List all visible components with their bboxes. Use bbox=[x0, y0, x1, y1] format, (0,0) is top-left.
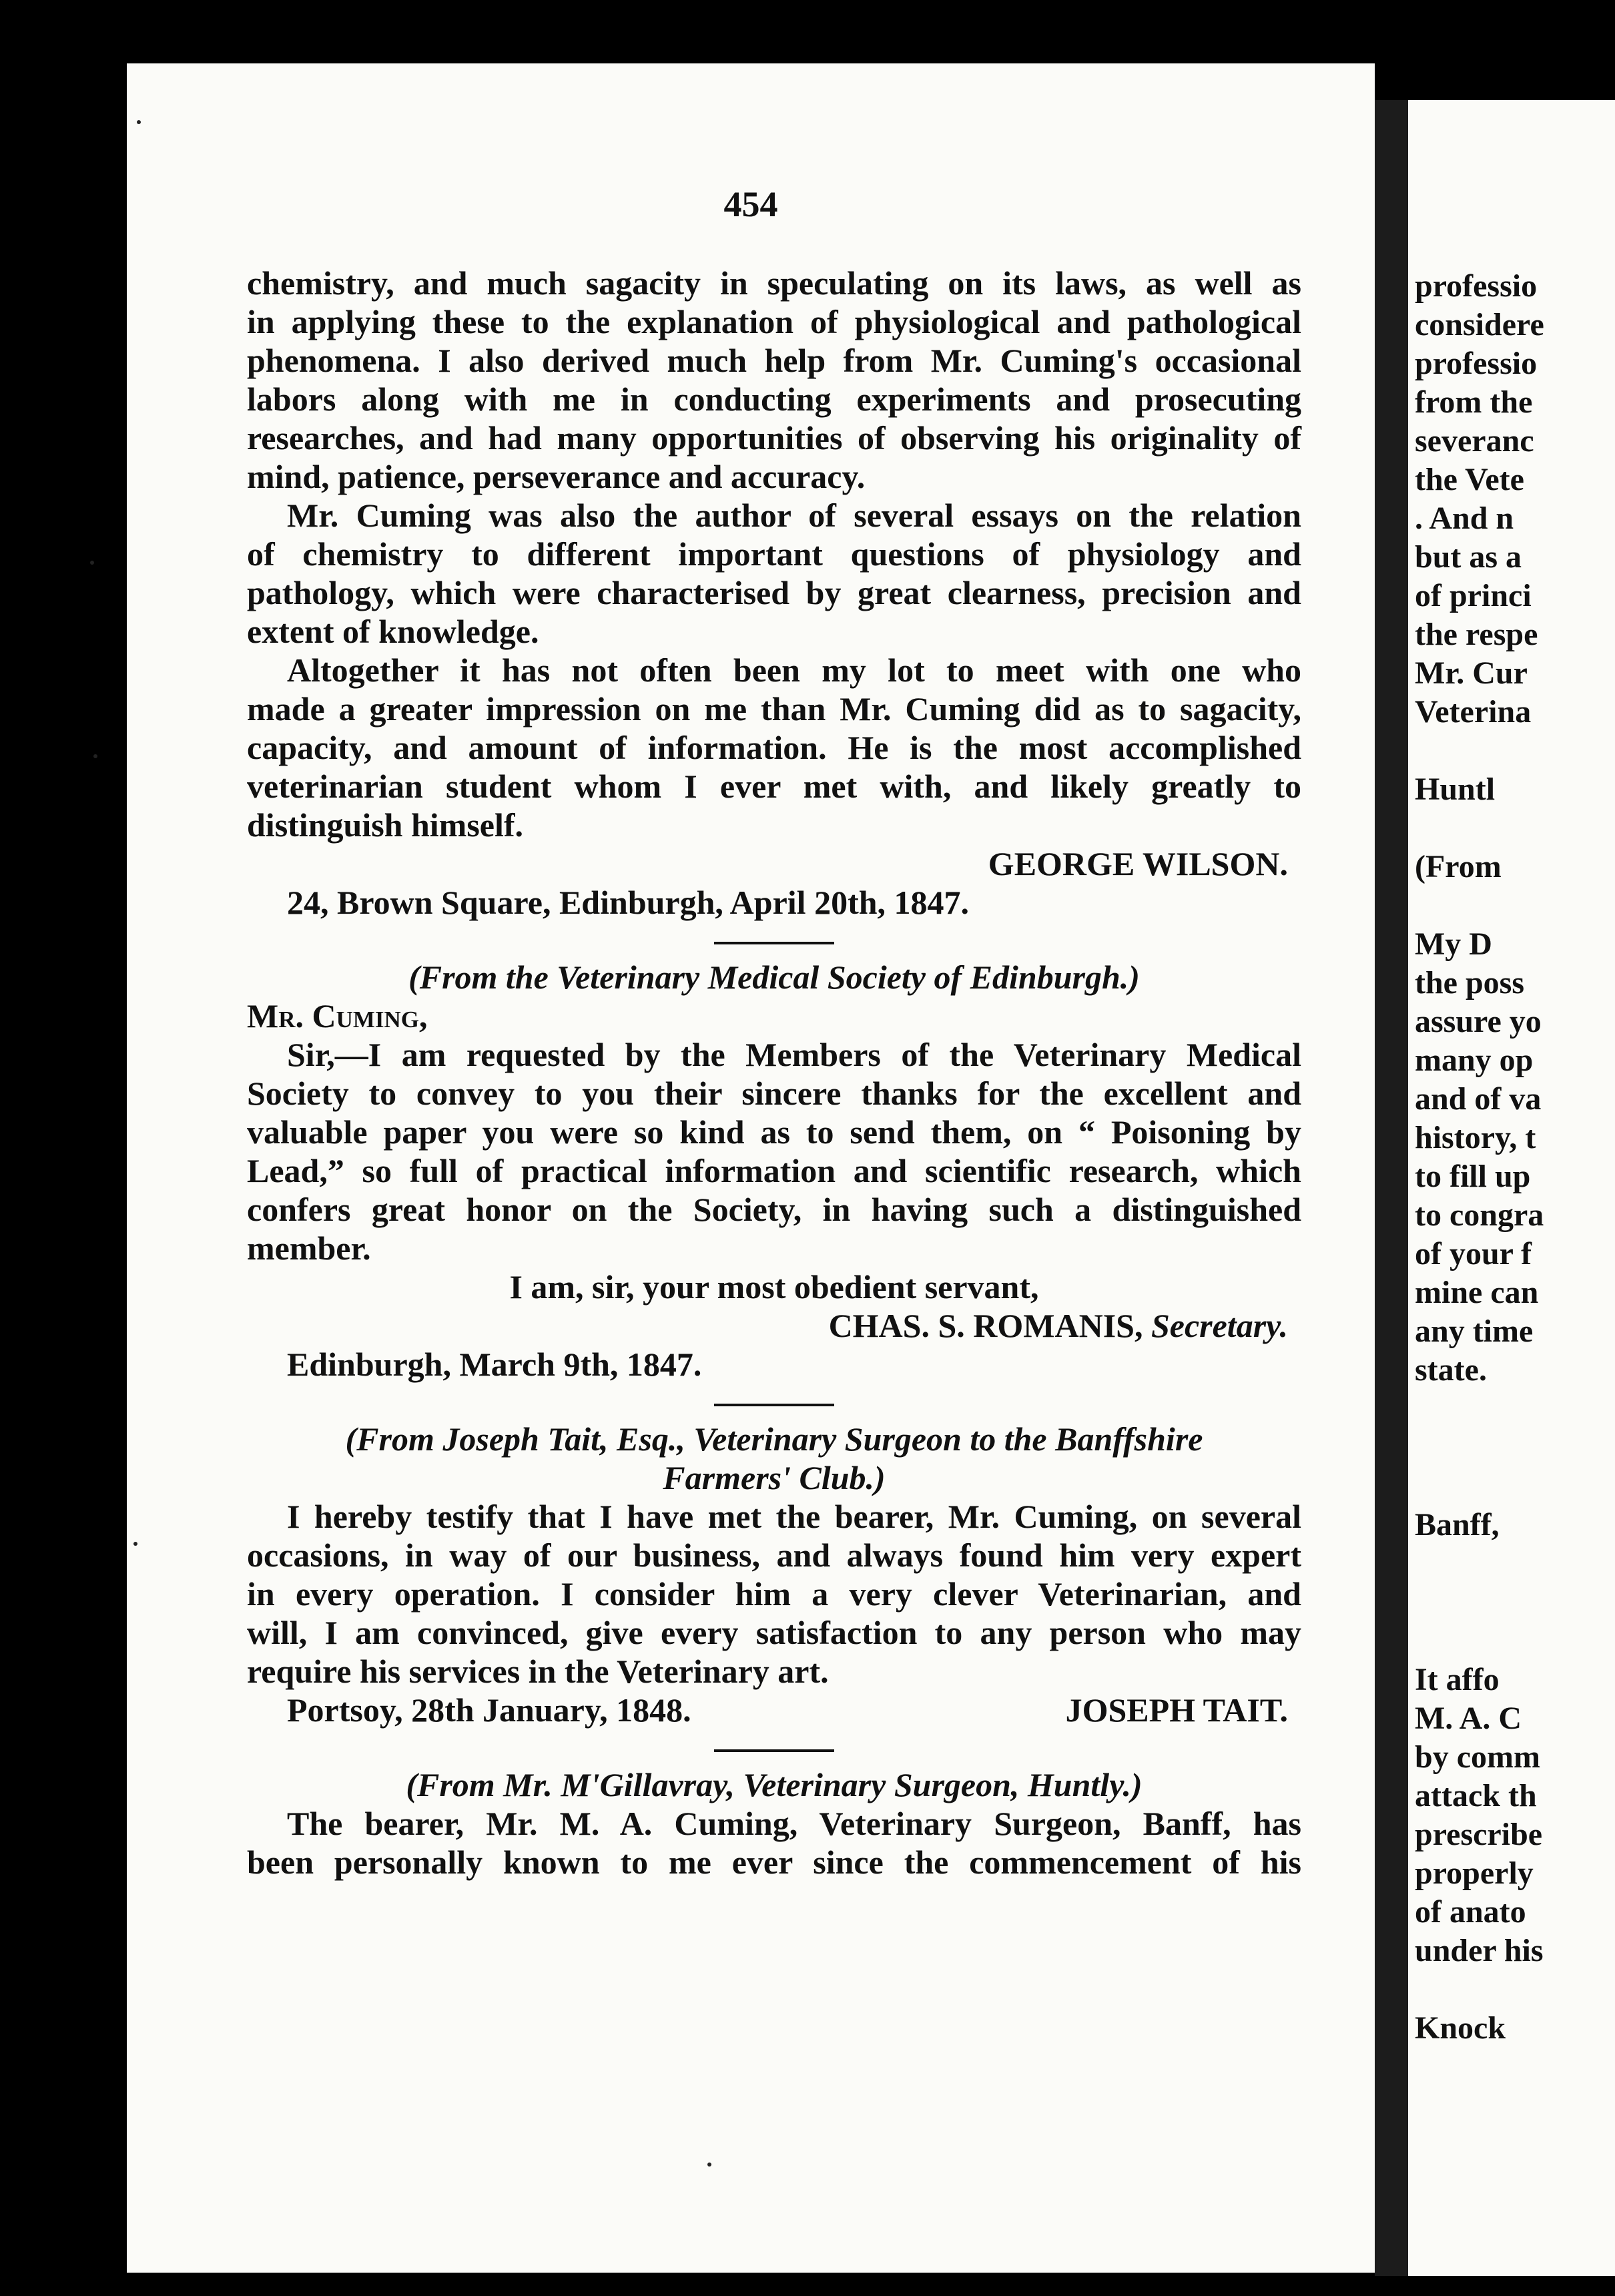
right-page-line: under his bbox=[1415, 1933, 1544, 1968]
text-line: been personally known to me ever since the commencement of his bbox=[247, 1843, 1301, 1881]
right-page-line: professio bbox=[1415, 268, 1538, 304]
right-page-line: to congra bbox=[1415, 1197, 1544, 1233]
right-page-line bbox=[1415, 732, 1615, 770]
tait-footer bbox=[247, 1691, 1301, 1729]
right-page-line: any time bbox=[1415, 1314, 1534, 1349]
section-divider bbox=[714, 942, 834, 944]
date-romanis: Edinburgh, March 9th, 1847. bbox=[287, 1346, 702, 1383]
text-line: labors along with me in conducting experiments and prosecuting bbox=[247, 380, 1301, 418]
right-page-line bbox=[1415, 1390, 1615, 1428]
right-page-line: prescribe bbox=[1415, 1817, 1543, 1852]
body-text bbox=[247, 264, 1301, 1882]
right-page-line: from the bbox=[1415, 384, 1533, 420]
heading-tait: (From Joseph Tait, Esq., Veterinary Surgeon to the Banffshire bbox=[345, 1420, 1203, 1458]
text-line: I hereby testify that I have met the bearer, Mr. Cuming, on several bbox=[287, 1498, 1301, 1535]
heading-tait-continued: Farmers' Club.) bbox=[663, 1459, 886, 1496]
text-line: require his services in the Veterinary art. bbox=[247, 1653, 829, 1690]
address-wilson: 24, Brown Square, Edinburgh, April 20th, 1847. bbox=[287, 884, 970, 921]
text-line: Mr. Cuming was also the author of several essays on the relation bbox=[287, 497, 1301, 534]
text-line: distinguish himself. bbox=[247, 806, 524, 844]
speck bbox=[707, 2163, 711, 2167]
signature-name: CHAS. S. ROMANIS, bbox=[828, 1307, 1143, 1344]
right-page-line: the poss bbox=[1415, 965, 1525, 1000]
left-page bbox=[127, 63, 1375, 2273]
right-page-line bbox=[1415, 1970, 1615, 2009]
text-line: Lead,” so full of practical information and scientific research, which bbox=[247, 1152, 1301, 1189]
text-line: confers great honor on the Society, in having such a distinguished bbox=[247, 1191, 1301, 1228]
right-page-line: by comm bbox=[1415, 1739, 1540, 1775]
text-line: occasions, in way of our business, and always found him very expert bbox=[247, 1536, 1301, 1574]
salutation: Mr. Cuming, bbox=[247, 997, 428, 1035]
right-page-line: mine can bbox=[1415, 1275, 1539, 1310]
paragraph-tait bbox=[247, 1497, 1301, 1691]
right-page-line: My D bbox=[1415, 926, 1492, 962]
right-page-line bbox=[1415, 809, 1615, 848]
right-page-line: to fill up bbox=[1415, 1159, 1531, 1194]
right-page-line: properly bbox=[1415, 1855, 1534, 1891]
paragraph-letter bbox=[247, 1035, 1301, 1267]
heading-gillavray: (From Mr. M'Gillavray, Veterinary Surgeon, Huntly.) bbox=[406, 1766, 1143, 1803]
text-line: valuable paper you were so kind as to send them, on “ Poisoning by bbox=[247, 1113, 1301, 1151]
signature-tait: JOSEPH TAIT. bbox=[1065, 1691, 1288, 1729]
paragraph-chemistry bbox=[247, 264, 1301, 496]
right-page-line bbox=[1415, 1467, 1615, 1506]
text-line: made a greater impression on me than Mr. Cuming did as to sagacity, bbox=[247, 690, 1301, 728]
right-page-line: Knock bbox=[1415, 2010, 1506, 2046]
right-page-line: of anato bbox=[1415, 1894, 1526, 1930]
right-page-line: many op bbox=[1415, 1043, 1534, 1078]
speck bbox=[90, 561, 94, 565]
text-line: pathology, which were characterised by great clearness, precision and bbox=[247, 574, 1301, 611]
right-page-line: Banff, bbox=[1415, 1507, 1500, 1542]
right-page-line: assure yo bbox=[1415, 1004, 1542, 1039]
speck bbox=[137, 120, 141, 124]
text-line: capacity, and amount of information. He is the most accomplished bbox=[247, 729, 1301, 766]
right-page-line: (From bbox=[1415, 849, 1502, 884]
text-line: researches, and had many opportunities of observing his originality of bbox=[247, 419, 1301, 457]
paragraph-essays bbox=[247, 496, 1301, 651]
text-line: veterinarian student whom I ever met with, and likely greatly to bbox=[247, 768, 1301, 805]
right-page-line: of your f bbox=[1415, 1236, 1532, 1271]
right-page-line: history, t bbox=[1415, 1120, 1536, 1155]
right-page-line: the Vete bbox=[1415, 462, 1524, 497]
text-line: member. bbox=[247, 1229, 371, 1267]
right-page-line: severanc bbox=[1415, 423, 1534, 459]
text-line: Society to convey to you their sincere thanks for the excellent and bbox=[247, 1075, 1301, 1112]
right-page-line bbox=[1415, 1544, 1615, 1583]
right-page-line: Huntl bbox=[1415, 772, 1496, 807]
signature-romanis bbox=[247, 1306, 1301, 1345]
section-divider bbox=[714, 1404, 834, 1406]
section-divider bbox=[714, 1749, 834, 1752]
closing-line: I am, sir, your most obedient servant, bbox=[509, 1268, 1039, 1306]
page-number: 454 bbox=[723, 184, 778, 224]
paragraph-altogether bbox=[247, 651, 1301, 844]
text-line: Altogether it has not often been my lot to meet with one who bbox=[287, 651, 1301, 689]
speck bbox=[93, 754, 97, 758]
right-page-line: state. bbox=[1415, 1352, 1487, 1388]
right-page-line: M. A. C bbox=[1415, 1701, 1522, 1736]
signature-george-wilson: GEORGE WILSON. bbox=[988, 845, 1288, 882]
right-page-line: the respe bbox=[1415, 617, 1538, 652]
signature-title: Secretary. bbox=[1151, 1307, 1288, 1344]
speck bbox=[133, 1542, 137, 1546]
right-page-line: . And n bbox=[1415, 501, 1514, 536]
text-line: will, I am convinced, give every satisfaction to any person who may bbox=[247, 1614, 1301, 1651]
right-page-line: attack th bbox=[1415, 1778, 1537, 1813]
heading-veterinary-society: (From the Veterinary Medical Society of Edinburgh.) bbox=[408, 958, 1140, 996]
right-page-line: and of va bbox=[1415, 1081, 1542, 1117]
right-page-line bbox=[1415, 1622, 1615, 1661]
right-page-line: but as a bbox=[1415, 539, 1522, 575]
right-page-line: considere bbox=[1415, 307, 1544, 342]
text-line: Sir,—I am requested by the Members of the Veterinary Medical bbox=[287, 1036, 1301, 1073]
right-page-text bbox=[1415, 267, 1615, 2048]
right-page-line: Mr. Cur bbox=[1415, 655, 1528, 691]
text-line: The bearer, Mr. M. A. Cuming, Veterinary Surgeon, Banff, has bbox=[287, 1805, 1301, 1842]
text-line: phenomena. I also derived much help from Mr. Cuming's occasional bbox=[247, 342, 1301, 379]
text-line: in applying these to the explanation of physiological and pathological bbox=[247, 303, 1301, 340]
paragraph-gillavray bbox=[247, 1804, 1301, 1882]
tait-place-date: Portsoy, 28th January, 1848. bbox=[287, 1691, 691, 1729]
text-line: extent of knowledge. bbox=[247, 613, 539, 650]
right-page-line: Veterina bbox=[1415, 694, 1532, 730]
right-page-line: It affo bbox=[1415, 1662, 1500, 1697]
text-line: mind, patience, perseverance and accuracy. bbox=[247, 458, 866, 495]
right-page-line bbox=[1415, 1583, 1615, 1622]
text-line: in every operation. I consider him a very clever Veterinarian, and bbox=[247, 1575, 1301, 1613]
right-page-line: of princi bbox=[1415, 578, 1532, 613]
text-line: chemistry, and much sagacity in speculating on its laws, as well as bbox=[247, 264, 1301, 302]
right-page-line bbox=[1415, 1428, 1615, 1467]
text-line: of chemistry to different important questions of physiology and bbox=[247, 535, 1301, 573]
right-page-line bbox=[1415, 886, 1615, 925]
right-page-line: professio bbox=[1415, 346, 1538, 381]
